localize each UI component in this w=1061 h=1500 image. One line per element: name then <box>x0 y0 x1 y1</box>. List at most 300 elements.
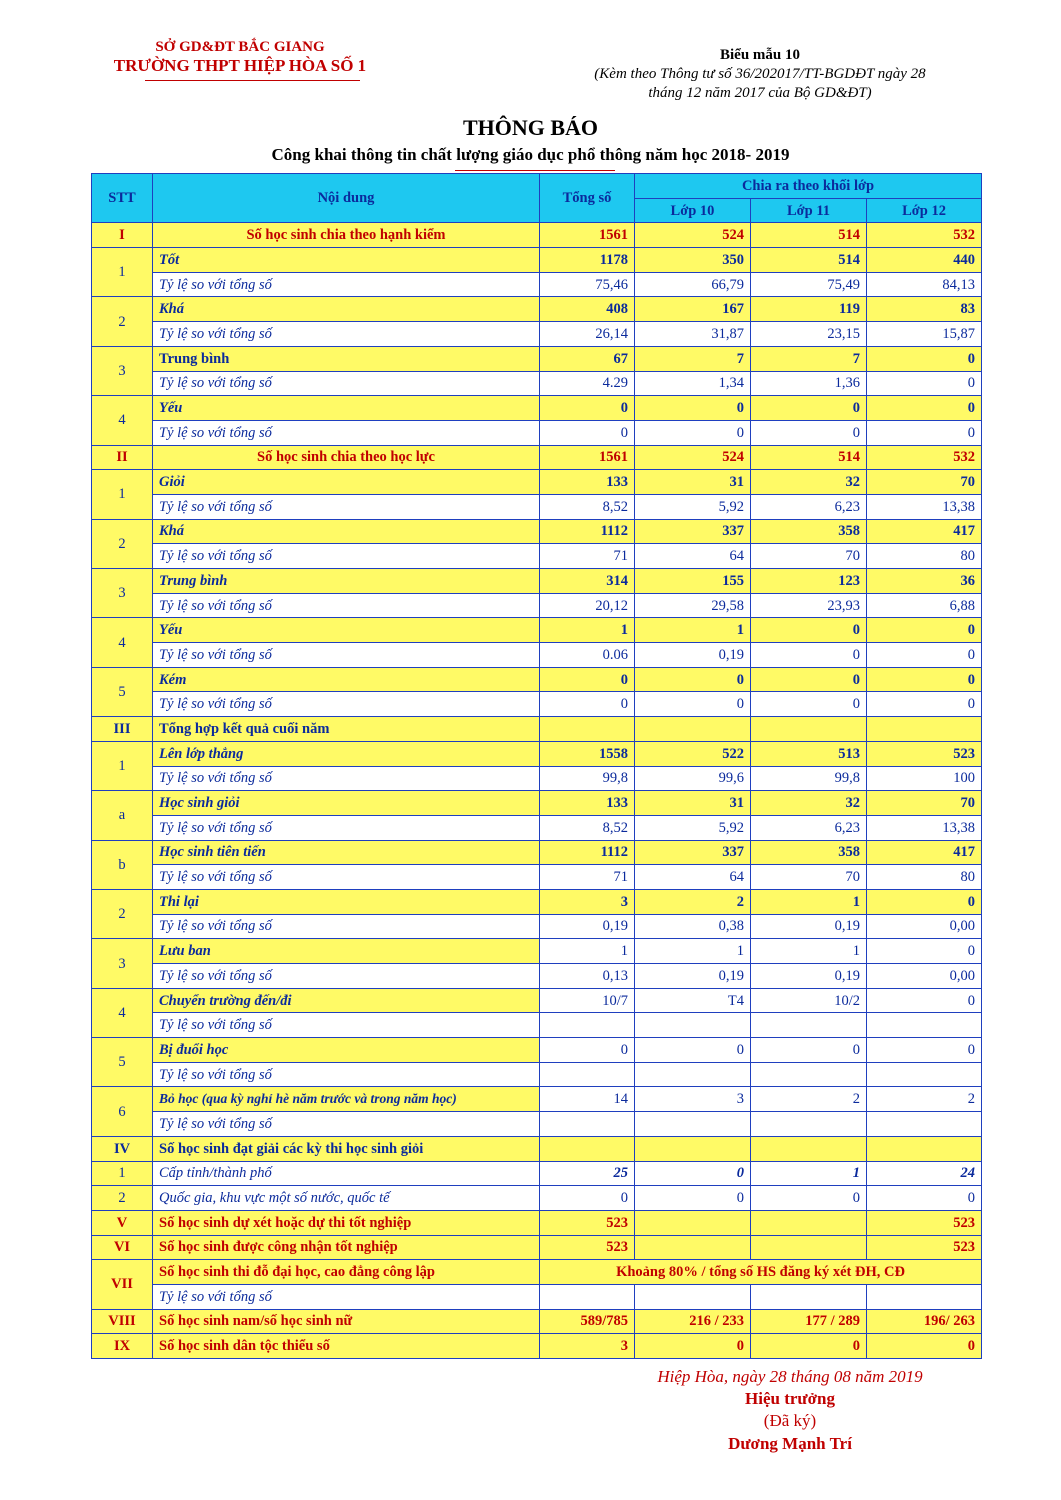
row-label: Số học sinh đạt giải các kỳ thi học sinh giỏi <box>153 1136 540 1161</box>
form-number: Biểu mẫu 10 <box>719 47 800 63</box>
cell-grade-11: 358 <box>751 519 867 544</box>
cell-grade-11: 514 <box>751 248 867 273</box>
cell-grade-12: 0 <box>867 371 982 396</box>
row-stt: a <box>92 791 153 840</box>
row-stt: 1 <box>92 1161 153 1186</box>
cell-grade-10: 2 <box>635 889 751 914</box>
ratio-label: Tỷ lệ so với tổng số <box>153 1284 540 1309</box>
row-stt: 1 <box>92 741 153 790</box>
row-label: Số học sinh chia theo học lực <box>153 445 540 470</box>
cell-total: 314 <box>540 569 635 594</box>
cell-grade-12: 0 <box>867 618 982 643</box>
row-stt: VII <box>92 1260 153 1309</box>
cell-grade-12: 2 <box>867 1087 982 1112</box>
row-label: Tổng hợp kết quả cuối năm <box>153 717 540 742</box>
cell-grade-11: 0 <box>751 692 867 717</box>
cell-grade-10: 0,38 <box>635 914 751 939</box>
cell-total: 0.06 <box>540 643 635 668</box>
cell-grade-10 <box>635 1112 751 1137</box>
row-stt: 1 <box>92 470 153 519</box>
row-stt: 2 <box>92 297 153 346</box>
ratio-label: Tỷ lệ so với tổng số <box>153 964 540 989</box>
table-row-ratio <box>92 494 982 519</box>
table-row-ratio <box>92 322 982 347</box>
row-label: Thi lại <box>153 889 540 914</box>
header-content: Nội dung <box>153 174 540 223</box>
row-label: Cấp tỉnh/thành phố <box>153 1161 540 1186</box>
cell-total: 1112 <box>540 840 635 865</box>
cell-grade-11 <box>751 1136 867 1161</box>
row-label: Kém <box>153 667 540 692</box>
place-date: Hiệp Hòa, ngày 28 tháng 08 năm 2019 <box>657 1367 923 1386</box>
header-grade-11: Lớp 11 <box>751 198 867 223</box>
cell-total: 523 <box>540 1210 635 1235</box>
cell-grade-10: 0 <box>635 667 751 692</box>
cell-total: 0 <box>540 667 635 692</box>
cell-grade-12: 0 <box>867 692 982 717</box>
header-split: Chia ra theo khối lớp <box>635 174 982 199</box>
cell-total: 1561 <box>540 445 635 470</box>
cell-grade-11: 10/2 <box>751 988 867 1013</box>
table-row-ratio <box>92 815 982 840</box>
table-row <box>92 1334 982 1359</box>
cell-total <box>540 1013 635 1038</box>
row-stt: I <box>92 223 153 248</box>
cell-grade-12: 0 <box>867 1334 982 1359</box>
row-label: Chuyển trường đến/đi <box>153 988 540 1013</box>
cell-grade-11: 7 <box>751 346 867 371</box>
cell-grade-11 <box>751 1062 867 1087</box>
table-row-ratio <box>92 272 982 297</box>
admission-note: Khoảng 80% / tổng số HS đăng ký xét ĐH, CĐ <box>540 1260 982 1285</box>
cell-grade-10 <box>635 717 751 742</box>
cell-grade-10: 64 <box>635 544 751 569</box>
cell-grade-11: 1,36 <box>751 371 867 396</box>
table-row <box>92 889 982 914</box>
table-row-ratio <box>92 544 982 569</box>
cell-total: 4.29 <box>540 371 635 396</box>
cell-total: 14 <box>540 1087 635 1112</box>
department-name: SỞ GD&ĐT BẮC GIANG <box>155 39 325 55</box>
cell-grade-10: 0 <box>635 1038 751 1063</box>
cell-grade-12: 196/ 263 <box>867 1309 982 1334</box>
cell-total: 20,12 <box>540 593 635 618</box>
cell-grade-12: 0 <box>867 643 982 668</box>
table-row <box>92 618 982 643</box>
cell-grade-12: 13,38 <box>867 815 982 840</box>
cell-grade-10: 5,92 <box>635 494 751 519</box>
cell-total: 99,8 <box>540 766 635 791</box>
ratio-label: Tỷ lệ so với tổng số <box>153 494 540 519</box>
table-row <box>92 840 982 865</box>
ratio-label: Tỷ lệ so với tổng số <box>153 692 540 717</box>
row-label: Giỏi <box>153 470 540 495</box>
row-stt: 3 <box>92 346 153 395</box>
cell-total <box>540 1284 635 1309</box>
cell-total <box>540 1062 635 1087</box>
cell-grade-12 <box>867 1062 982 1087</box>
cell-grade-10 <box>635 1284 751 1309</box>
cell-grade-11: 1 <box>751 889 867 914</box>
cell-grade-11: 23,15 <box>751 322 867 347</box>
row-stt: b <box>92 840 153 889</box>
cell-total: 0 <box>540 1038 635 1063</box>
row-label: Yếu <box>153 396 540 421</box>
table-row <box>92 1260 982 1285</box>
row-label: Học sinh tiên tiến <box>153 840 540 865</box>
form-note-line1: (Kèm theo Thông tư số 36/202017/TT-BGDĐT ngày 28 <box>594 66 926 82</box>
cell-grade-12: 0,00 <box>867 964 982 989</box>
cell-total: 0,19 <box>540 914 635 939</box>
row-label: Số học sinh nam/số học sinh nữ <box>153 1309 540 1334</box>
cell-grade-11: 75,49 <box>751 272 867 297</box>
table-row-ratio <box>92 643 982 668</box>
cell-grade-11: 119 <box>751 297 867 322</box>
table-row-ratio <box>92 593 982 618</box>
table-row-ratio <box>92 964 982 989</box>
cell-total: 0 <box>540 692 635 717</box>
row-label: Số học sinh thi đỗ đại học, cao đẳng công lập <box>153 1260 540 1285</box>
row-label: Trung bình <box>153 569 540 594</box>
cell-grade-11 <box>751 1284 867 1309</box>
cell-grade-12 <box>867 1284 982 1309</box>
cell-grade-11: 70 <box>751 865 867 890</box>
ratio-label: Tỷ lệ so với tổng số <box>153 420 540 445</box>
ratio-label: Tỷ lệ so với tổng số <box>153 371 540 396</box>
cell-total: 1112 <box>540 519 635 544</box>
cell-grade-12: 532 <box>867 445 982 470</box>
table-row <box>92 1235 982 1260</box>
table-row <box>92 988 982 1013</box>
table-row <box>92 1210 982 1235</box>
ratio-label: Tỷ lệ so với tổng số <box>153 815 540 840</box>
cell-grade-10: 7 <box>635 346 751 371</box>
cell-grade-11: 0 <box>751 1334 867 1359</box>
ratio-label: Tỷ lệ so với tổng số <box>153 272 540 297</box>
cell-grade-12 <box>867 717 982 742</box>
table-row-ratio <box>92 1013 982 1038</box>
cell-total <box>540 1136 635 1161</box>
row-label: Bỏ học (qua kỳ nghỉ hè năm trước và trong năm học) <box>153 1087 540 1112</box>
cell-grade-12: 0 <box>867 420 982 445</box>
cell-grade-12: 83 <box>867 297 982 322</box>
table-row <box>92 519 982 544</box>
table-row <box>92 396 982 421</box>
cell-grade-12: 0 <box>867 396 982 421</box>
ratio-label: Tỷ lệ so với tổng số <box>153 914 540 939</box>
row-label: Số học sinh dân tộc thiểu số <box>153 1334 540 1359</box>
table-row-ratio <box>92 766 982 791</box>
cell-grade-10: 0 <box>635 420 751 445</box>
table-row <box>92 1136 982 1161</box>
row-stt: II <box>92 445 153 470</box>
row-label: Số học sinh chia theo hạnh kiểm <box>153 223 540 248</box>
cell-grade-10: 155 <box>635 569 751 594</box>
form-note-line2: tháng 12 năm 2017 của Bộ GD&ĐT) <box>648 85 872 101</box>
cell-total: 589/785 <box>540 1309 635 1334</box>
cell-grade-12: 80 <box>867 544 982 569</box>
cell-grade-12: 84,13 <box>867 272 982 297</box>
cell-grade-12: 13,38 <box>867 494 982 519</box>
row-label: Bị đuổi học <box>153 1038 540 1063</box>
cell-total: 8,52 <box>540 494 635 519</box>
signature-block <box>600 1366 980 1456</box>
row-label: Học sinh giỏi <box>153 791 540 816</box>
table-row <box>92 470 982 495</box>
table-row <box>92 569 982 594</box>
cell-grade-10: 0 <box>635 396 751 421</box>
row-stt: 1 <box>92 248 153 297</box>
ratio-label: Tỷ lệ so với tổng số <box>153 593 540 618</box>
row-stt: 2 <box>92 519 153 568</box>
table-row <box>92 939 982 964</box>
table-row <box>92 1186 982 1211</box>
cell-grade-10: 1 <box>635 618 751 643</box>
cell-grade-10 <box>635 1136 751 1161</box>
row-stt: 4 <box>92 988 153 1037</box>
cell-grade-11: 0,19 <box>751 914 867 939</box>
row-stt: V <box>92 1210 153 1235</box>
ratio-label: Tỷ lệ so với tổng số <box>153 322 540 347</box>
cell-grade-11 <box>751 717 867 742</box>
cell-total: 0,13 <box>540 964 635 989</box>
cell-grade-10: 0 <box>635 1161 751 1186</box>
table-row <box>92 1309 982 1334</box>
cell-grade-12: 0 <box>867 988 982 1013</box>
cell-grade-12: 532 <box>867 223 982 248</box>
cell-grade-10: 66,79 <box>635 272 751 297</box>
cell-grade-10: 0,19 <box>635 964 751 989</box>
table-row-ratio <box>92 371 982 396</box>
cell-total: 1561 <box>540 223 635 248</box>
header-total: Tổng số <box>540 174 635 223</box>
table-row-ratio <box>92 865 982 890</box>
cell-grade-11 <box>751 1013 867 1038</box>
cell-total: 0 <box>540 1186 635 1211</box>
row-stt: 3 <box>92 939 153 988</box>
row-label: Trung bình <box>153 346 540 371</box>
row-stt: 5 <box>92 667 153 716</box>
row-stt: III <box>92 717 153 742</box>
cell-total: 3 <box>540 1334 635 1359</box>
cell-grade-10: 1,34 <box>635 371 751 396</box>
row-label: Lưu ban <box>153 939 540 964</box>
signed-note: (Đã ký) <box>763 1411 817 1430</box>
table-row <box>92 223 982 248</box>
table-row <box>92 1087 982 1112</box>
cell-total: 1 <box>540 618 635 643</box>
cell-grade-11: 513 <box>751 741 867 766</box>
cell-grade-11: 177 / 289 <box>751 1309 867 1334</box>
cell-grade-12: 70 <box>867 470 982 495</box>
cell-total: 133 <box>540 791 635 816</box>
cell-grade-10: 337 <box>635 840 751 865</box>
cell-grade-12: 80 <box>867 865 982 890</box>
cell-grade-10: 3 <box>635 1087 751 1112</box>
cell-grade-11: 6,23 <box>751 494 867 519</box>
cell-total: 0 <box>540 396 635 421</box>
cell-grade-10: 524 <box>635 445 751 470</box>
cell-grade-11 <box>751 1210 867 1235</box>
cell-grade-10: 1 <box>635 939 751 964</box>
table-row <box>92 667 982 692</box>
row-label: Yếu <box>153 618 540 643</box>
cell-grade-12 <box>867 1136 982 1161</box>
table-row <box>92 297 982 322</box>
cell-grade-10: 350 <box>635 248 751 273</box>
school-name: TRƯỜNG THPT HIỆP HÒA SỐ 1 <box>113 56 367 75</box>
cell-grade-11: 0 <box>751 643 867 668</box>
table-row <box>92 717 982 742</box>
cell-grade-10: 0 <box>635 1334 751 1359</box>
cell-total: 0 <box>540 420 635 445</box>
cell-grade-12: 0 <box>867 939 982 964</box>
row-label: Khá <box>153 519 540 544</box>
cell-grade-12: 0 <box>867 1038 982 1063</box>
cell-grade-12 <box>867 1112 982 1137</box>
cell-grade-11: 2 <box>751 1087 867 1112</box>
cell-grade-10: 99,6 <box>635 766 751 791</box>
form-header <box>535 46 985 103</box>
cell-grade-11: 0 <box>751 1186 867 1211</box>
school-header <box>70 38 410 76</box>
cell-grade-12: 440 <box>867 248 982 273</box>
header-grade-10: Lớp 10 <box>635 198 751 223</box>
cell-grade-11 <box>751 1112 867 1137</box>
cell-total: 71 <box>540 865 635 890</box>
cell-grade-11: 0 <box>751 667 867 692</box>
cell-grade-12: 0 <box>867 1186 982 1211</box>
cell-grade-11: 99,8 <box>751 766 867 791</box>
cell-grade-11: 358 <box>751 840 867 865</box>
cell-grade-11: 0,19 <box>751 964 867 989</box>
cell-total: 25 <box>540 1161 635 1186</box>
row-stt: VI <box>92 1235 153 1260</box>
cell-grade-12: 523 <box>867 1235 982 1260</box>
cell-grade-10 <box>635 1235 751 1260</box>
cell-grade-10: 0 <box>635 1186 751 1211</box>
header-grade-12: Lớp 12 <box>867 198 982 223</box>
row-stt: 6 <box>92 1087 153 1136</box>
cell-grade-12: 100 <box>867 766 982 791</box>
header-row <box>92 174 982 199</box>
cell-grade-12: 523 <box>867 741 982 766</box>
cell-grade-10: 0,19 <box>635 643 751 668</box>
cell-grade-11: 0 <box>751 1038 867 1063</box>
cell-total: 8,52 <box>540 815 635 840</box>
cell-grade-11: 32 <box>751 470 867 495</box>
cell-grade-12: 417 <box>867 840 982 865</box>
cell-grade-12: 6,88 <box>867 593 982 618</box>
table-row <box>92 248 982 273</box>
ratio-label: Tỷ lệ so với tổng số <box>153 643 540 668</box>
ratio-label: Tỷ lệ so với tổng số <box>153 766 540 791</box>
row-stt: 2 <box>92 889 153 938</box>
table-row <box>92 1161 982 1186</box>
page-subtitle: Công khai thông tin chất lượng giáo dục phổ thông năm học 2018- 2019 <box>271 145 790 164</box>
ratio-label: Tỷ lệ so với tổng số <box>153 1013 540 1038</box>
cell-total: 1178 <box>540 248 635 273</box>
row-stt: IX <box>92 1334 153 1359</box>
cell-grade-12: 70 <box>867 791 982 816</box>
row-stt: IV <box>92 1136 153 1161</box>
cell-total: 26,14 <box>540 322 635 347</box>
row-stt: 4 <box>92 618 153 667</box>
cell-grade-10: 522 <box>635 741 751 766</box>
cell-grade-11: 514 <box>751 445 867 470</box>
school-underline <box>145 80 360 81</box>
table-row-ratio <box>92 1284 982 1309</box>
signer-name: Dương Mạnh Trí <box>728 1434 852 1453</box>
table-row-ratio <box>92 1062 982 1087</box>
ratio-label: Tỷ lệ so với tổng số <box>153 544 540 569</box>
cell-grade-10 <box>635 1013 751 1038</box>
cell-grade-12: 24 <box>867 1161 982 1186</box>
cell-grade-10: 5,92 <box>635 815 751 840</box>
row-label: Số học sinh được công nhận tốt nghiệp <box>153 1235 540 1260</box>
row-label: Lên lớp thẳng <box>153 741 540 766</box>
page-title: THÔNG BÁO <box>462 115 599 140</box>
cell-grade-10: 31,87 <box>635 322 751 347</box>
ratio-label: Tỷ lệ so với tổng số <box>153 865 540 890</box>
cell-grade-11: 514 <box>751 223 867 248</box>
ratio-label: Tỷ lệ so với tổng số <box>153 1062 540 1087</box>
row-label: Khá <box>153 297 540 322</box>
table-row-ratio <box>92 1112 982 1137</box>
cell-grade-12: 15,87 <box>867 322 982 347</box>
cell-grade-10: 167 <box>635 297 751 322</box>
cell-grade-10: 0 <box>635 692 751 717</box>
table-row-ratio <box>92 914 982 939</box>
cell-grade-12: 0 <box>867 889 982 914</box>
cell-total: 67 <box>540 346 635 371</box>
cell-grade-10: 216 / 233 <box>635 1309 751 1334</box>
table-row-ratio <box>92 420 982 445</box>
cell-grade-11: 123 <box>751 569 867 594</box>
cell-total: 1558 <box>540 741 635 766</box>
cell-total: 133 <box>540 470 635 495</box>
cell-grade-10: 64 <box>635 865 751 890</box>
cell-grade-11 <box>751 1235 867 1260</box>
row-label: Tốt <box>153 248 540 273</box>
cell-total: 75,46 <box>540 272 635 297</box>
table-row-ratio <box>92 692 982 717</box>
signer-role: Hiệu trưởng <box>745 1389 835 1408</box>
cell-total: 71 <box>540 544 635 569</box>
cell-grade-11: 23,93 <box>751 593 867 618</box>
cell-total: 10/7 <box>540 988 635 1013</box>
cell-total: 523 <box>540 1235 635 1260</box>
cell-grade-10: T4 <box>635 988 751 1013</box>
subtitle-underline <box>455 170 615 171</box>
cell-grade-10: 31 <box>635 791 751 816</box>
table-row <box>92 346 982 371</box>
table-row <box>92 741 982 766</box>
row-stt: 5 <box>92 1038 153 1087</box>
ratio-label: Tỷ lệ so với tổng số <box>153 1112 540 1137</box>
row-stt: 4 <box>92 396 153 445</box>
cell-grade-11: 32 <box>751 791 867 816</box>
cell-grade-12: 0 <box>867 667 982 692</box>
cell-grade-10: 524 <box>635 223 751 248</box>
cell-grade-11: 0 <box>751 396 867 421</box>
cell-grade-12: 523 <box>867 1210 982 1235</box>
row-stt: VIII <box>92 1309 153 1334</box>
cell-total <box>540 1112 635 1137</box>
cell-grade-12: 417 <box>867 519 982 544</box>
cell-total: 408 <box>540 297 635 322</box>
header-stt: STT <box>92 174 153 223</box>
